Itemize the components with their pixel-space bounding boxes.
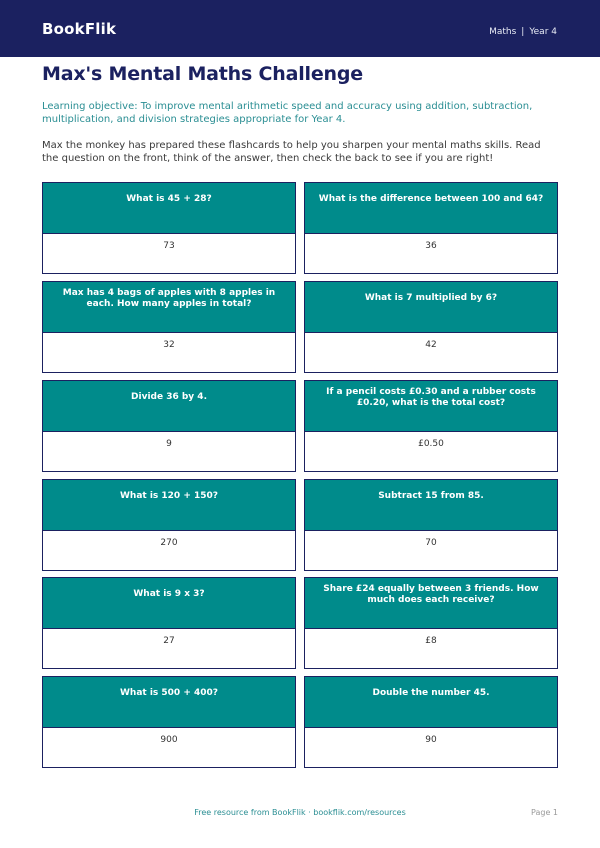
flashcard-answer: 73	[163, 241, 175, 251]
flashcard-answer: 70	[425, 538, 437, 548]
flashcard-answer: 32	[163, 340, 175, 350]
brand-logo[interactable]: BookFlik	[42, 20, 117, 38]
flashcard-answer: 900	[160, 735, 178, 745]
flashcard[interactable]	[304, 380, 558, 472]
flashcard-question: What is 500 + 400?	[43, 677, 295, 728]
page-header	[0, 0, 600, 57]
flashcard-question: Share £24 equally between 3 friends. How much does each receive?	[305, 578, 557, 629]
flashcard[interactable]	[42, 182, 296, 274]
flashcard-question: What is the difference between 100 and 64?	[305, 183, 557, 234]
flashcard-answer: £8	[425, 636, 437, 646]
flashcard-answer: 90	[425, 735, 437, 745]
flashcard[interactable]	[304, 281, 558, 373]
flashcard[interactable]	[304, 182, 558, 274]
flashcard-question: What is 9 x 3?	[43, 578, 295, 629]
header-separator: |	[521, 27, 525, 37]
flashcard[interactable]	[42, 281, 296, 373]
page-title: Max's Mental Maths Challenge	[42, 63, 363, 85]
header-meta	[489, 27, 557, 37]
flashcard[interactable]	[304, 577, 558, 669]
flashcard-question: What is 7 multiplied by 6?	[305, 282, 557, 333]
flashcard[interactable]	[42, 479, 296, 571]
flashcard-answer: 9	[166, 439, 172, 449]
flashcard-answer: 270	[160, 538, 178, 548]
flashcard-answer: £0.50	[418, 439, 444, 449]
flashcard[interactable]	[42, 577, 296, 669]
flashcard[interactable]	[42, 380, 296, 472]
flashcard-question: Max has 4 bags of apples with 8 apples in each. How many apples in total?	[43, 282, 295, 333]
subject-label: Maths	[489, 27, 517, 37]
flashcard-question: What is 45 + 28?	[43, 183, 295, 234]
flashcard-answer: 36	[425, 241, 437, 251]
flashcard[interactable]	[42, 676, 296, 768]
flashcard-question: Double the number 45.	[305, 677, 557, 728]
flashcard-question: What is 120 + 150?	[43, 480, 295, 531]
intro-text: Max the monkey has prepared these flashcards to help you sharpen your mental maths skills. Read the question on the front, think of the answer, then check the back to see if you are right!	[42, 140, 541, 164]
year-label: Year 4	[529, 27, 557, 37]
page-number: Page 1	[531, 808, 558, 817]
flashcard-answer: 42	[425, 340, 437, 350]
flashcard-question: Divide 36 by 4.	[43, 381, 295, 432]
footer-resource-link[interactable]: Free resource from BookFlik · bookflik.com/resources	[194, 808, 406, 817]
flashcard-question: If a pencil costs £0.30 and a rubber costs £0.20, what is the total cost?	[305, 381, 557, 432]
flashcard-question: Subtract 15 from 85.	[305, 480, 557, 531]
flashcard-answer: 27	[163, 636, 175, 646]
flashcard[interactable]	[304, 479, 558, 571]
flashcard[interactable]	[304, 676, 558, 768]
learning-objective: Learning objective: To improve mental arithmetic speed and accuracy using addition, subtraction, multiplication, and division strategies appropriate for Year 4.	[42, 101, 533, 125]
